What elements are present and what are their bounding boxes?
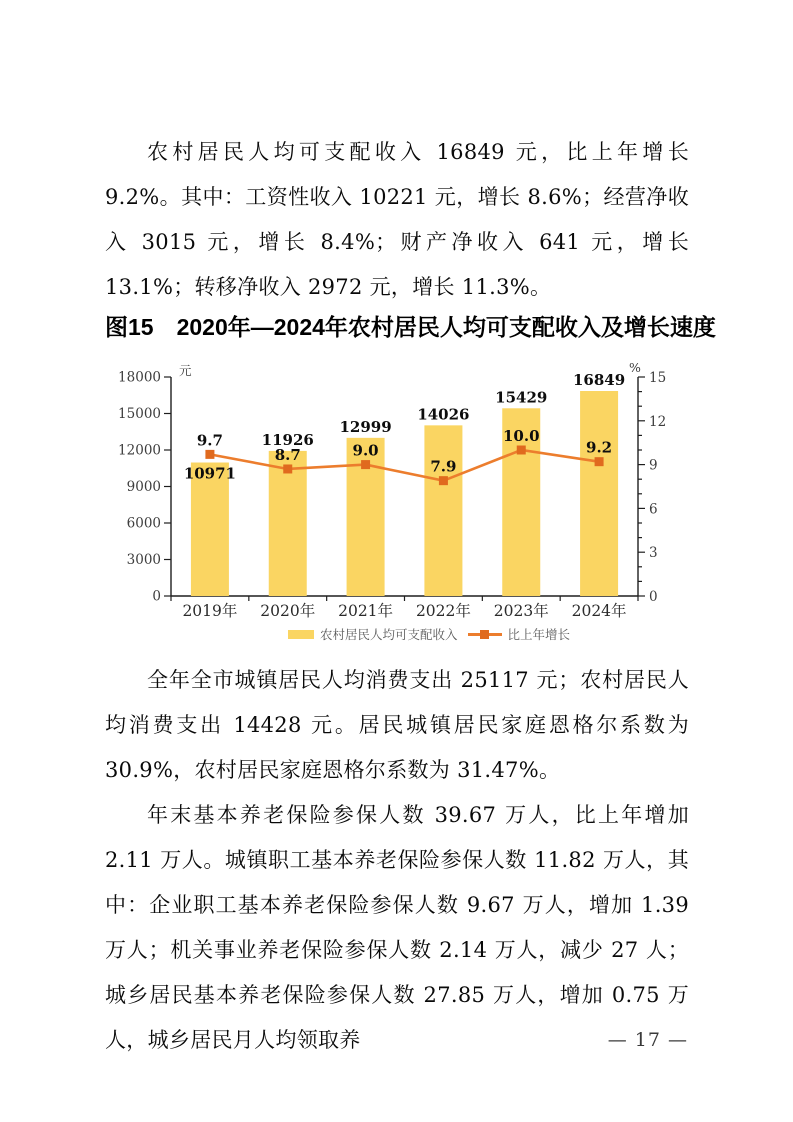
growth-marker-icon — [517, 446, 526, 455]
income-bar — [580, 391, 618, 596]
chart-legend — [169, 626, 689, 642]
growth-marker-icon — [439, 476, 448, 485]
left-axis-tick-label: 12000 — [118, 442, 161, 459]
growth-value-label: 8.7 — [274, 445, 301, 464]
x-axis-category-label: 2021年 — [338, 602, 394, 620]
x-axis-category-label: 2020年 — [260, 602, 316, 620]
x-axis-category-label: 2022年 — [415, 602, 471, 620]
bar-value-label: 10971 — [183, 464, 237, 483]
left-axis-tick-label: 15000 — [118, 406, 161, 422]
right-axis-tick-label: 0 — [649, 589, 658, 605]
legend-bar-swatch-icon — [288, 630, 314, 639]
bar-value-label: 12999 — [339, 417, 392, 436]
growth-marker-icon — [361, 460, 370, 469]
right-axis-tick-label: 3 — [649, 545, 658, 562]
income-growth-chart — [105, 362, 690, 624]
bar-value-label: 14026 — [417, 405, 470, 424]
x-axis-category-label: 2024年 — [571, 602, 627, 620]
bar-value-label: 16849 — [572, 371, 626, 390]
right-axis-tick-label: 9 — [649, 457, 658, 474]
legend-line-label: 比上年增长 — [507, 627, 571, 642]
right-axis-unit: % — [629, 362, 641, 375]
right-axis-tick-label: 12 — [649, 413, 667, 430]
bars-group — [184, 371, 625, 596]
bar-value-label: 15429 — [495, 388, 548, 407]
right-axis-tick-label: 15 — [649, 370, 667, 386]
bar-value-label: 11926 — [261, 430, 314, 449]
growth-value-label: 7.9 — [430, 457, 457, 476]
left-axis-tick-label: 6000 — [126, 515, 161, 532]
legend-line-swatch-icon — [468, 633, 502, 636]
left-axis-tick-label: 3000 — [126, 552, 161, 568]
page-content — [105, 0, 716, 1063]
left-axis-tick-label: 9000 — [126, 479, 161, 495]
income-bar — [191, 463, 229, 596]
growth-value-label: 9.0 — [352, 441, 379, 460]
paragraph-consumption: 全年全市城镇居民人均消费支出 25117 元；农村居民人均消费支出 14428 元。居民城镇居民家庭恩格尔系数为 30.9%，农村居民家庭恩格尔系数为 31.47%。 — [105, 668, 689, 782]
growth-value-label: 9.2 — [586, 438, 613, 457]
growth-marker-icon — [283, 464, 292, 473]
growth-value-label: 9.7 — [196, 431, 223, 450]
legend-line-marker-icon — [480, 630, 489, 639]
right-axis-tick-label: 6 — [649, 501, 658, 518]
page-number: — 17 — — [607, 1029, 688, 1051]
income-bar — [424, 425, 462, 596]
paragraph-income: 农村居民人均可支配收入 16849 元，比上年增长 9.2%。其中：工资性收入 10221 元，增长 8.6%；经营净收入 3015 元，增长 8.4%；财产净收入 641 元，增长 13.1%；转移净收入 2972 元，增长 11.3%。 — [105, 140, 689, 299]
x-axis-category-label: 2019年 — [182, 602, 238, 620]
growth-marker-icon — [205, 450, 214, 459]
growth-marker-icon — [595, 457, 604, 466]
legend-bar-label: 农村居民人均可支配收入 — [319, 627, 458, 642]
left-axis-unit: 元 — [179, 363, 192, 378]
growth-value-label: 10.0 — [502, 427, 540, 445]
growth-line-group — [197, 427, 612, 485]
figure-income-chart — [105, 362, 689, 642]
left-axis-tick-label: 18000 — [118, 369, 161, 386]
figure-title: 图15 2020年—2024年农村居民人均可支配收入及增长速度 — [105, 314, 716, 340]
paragraph-pension: 年末基本养老保险参保人数 39.67 万人，比上年增加 2.11 万人。城镇职工基本养老保险参保人数 11.82 万人，其中：企业职工基本养老保险参保人数 9.67 万人，增加 1.39 万人；机关事业养老保险参保人数 2.14 万人，减少 27 人；城乡居民基本养老保险参保人数 27.85 万人，增加 0.75 万人，城乡居民月人均领取养 — [105, 803, 689, 1052]
left-axis-tick-label: 0 — [152, 588, 161, 605]
growth-line — [210, 450, 599, 481]
x-axis-category-label: 2023年 — [493, 602, 549, 620]
